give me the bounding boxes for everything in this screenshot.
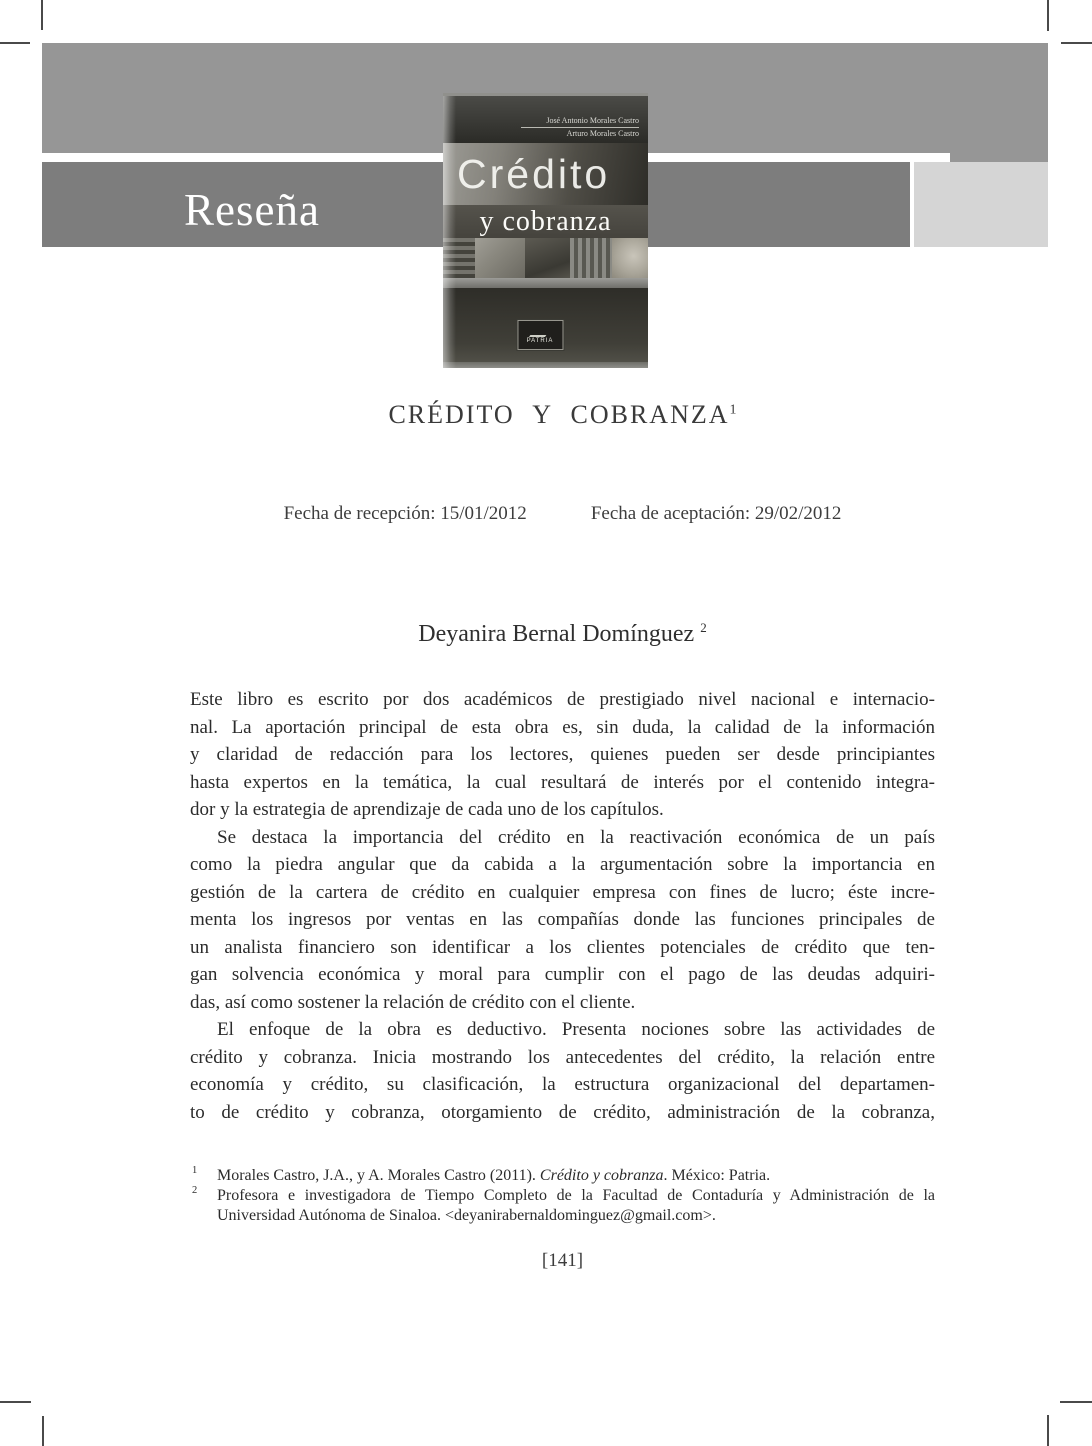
article-title	[190, 400, 935, 430]
crop-mark-top-left-horizontal	[0, 42, 30, 44]
page-number: [141]	[541, 1250, 584, 1271]
header-band-top-right-extension	[950, 43, 1048, 162]
cover-title: Crédito	[457, 150, 611, 197]
cover-spine	[443, 96, 456, 368]
author-name: Deyanira Bernal Domínguez	[418, 621, 695, 647]
book-cover	[443, 93, 648, 368]
crop-mark-bottom-right-vertical	[1047, 1415, 1049, 1446]
footnote-book-title: Crédito y cobranza	[539, 1167, 664, 1184]
body-line: to de crédito y cobranza, otorgamiento de crédito, administración de la cobranza,	[190, 1101, 935, 1123]
cover-photo-strip	[443, 238, 648, 278]
body-line: gestión de la cartera de crédito en cualquier empresa con fines de lucro; éste incre-	[190, 881, 935, 903]
body-line: y claridad de redacción para los lectores, quienes pueden ser desde principiantes	[190, 744, 935, 765]
crop-mark-top-right-vertical	[1047, 0, 1049, 31]
body-line: menta los ingresos por ventas en las compañías donde las funciones principales de	[190, 909, 935, 930]
header-accent-block	[914, 162, 1048, 247]
cover-author-bottom: Arturo Morales Castro	[566, 129, 639, 138]
body-line: como la piedra angular que da cabida a la argumentación sobre la importancia en	[190, 854, 935, 875]
body-line: hasta expertos en la temática, la cual resultará de interés por el contenido integra-	[190, 771, 935, 793]
banknote-face-photo	[612, 238, 648, 278]
footnote-text: Universidad Autónoma de Sinaloa. <deyanirabernaldominguez@gmail.com>.	[217, 1207, 716, 1224]
cover-page-edge-sheen	[443, 278, 648, 288]
cover-authors	[521, 116, 639, 139]
body-line: un analista financiero son identificar a los clientes potenciales de crédito que ten-	[190, 936, 935, 958]
publisher-logo	[517, 320, 563, 350]
crop-mark-top-right-horizontal	[1061, 42, 1092, 44]
footnotes	[190, 1166, 935, 1226]
date-accepted: Fecha de aceptación: 29/02/2012	[590, 503, 842, 524]
publisher-bird-icon	[528, 327, 551, 337]
cover-subtitle-band	[443, 205, 648, 238]
author-footnote-ref: 2	[700, 620, 707, 635]
crop-mark-bottom-right-horizontal	[1060, 1401, 1092, 1403]
article-title-text: CRÉDITO Y COBRANZA	[388, 400, 730, 429]
section-label: Reseña	[184, 184, 320, 235]
title-footnote-ref: 1	[729, 402, 737, 418]
cover-title-band	[443, 143, 648, 205]
footnote-marker: 2	[192, 1185, 198, 1196]
cover-bottom-edge	[443, 362, 648, 368]
cover-top-area	[443, 96, 648, 143]
buildings-photo	[570, 238, 612, 278]
body-line: Se destaca la importancia del crédito en la reactivación económica de un país	[217, 826, 935, 848]
body-line: Este libro es escrito por dos académicos de prestigiado nivel nacional e internacio-	[190, 689, 935, 710]
cover-subtitle: y cobranza	[479, 205, 612, 237]
body-line: crédito y cobranza. Inicia mostrando los antecedentes del crédito, la relación entre	[190, 1046, 935, 1068]
body-line: economía y crédito, su clasificación, la estructura organizacional del departamen-	[190, 1074, 935, 1095]
cover-author-top: José Antonio Morales Castro	[546, 116, 639, 125]
article-body	[190, 686, 935, 1126]
body-line: dor y la estrategia de aprendizaje de cada uno de los capítulos.	[190, 799, 664, 820]
body-line: gan solvencia económica y moral para cumplir con el pago de las deudas adquiri-	[190, 964, 935, 985]
body-line: nal. La aportación principal de esta obra es, sin duda, la calidad de la información	[190, 716, 935, 738]
crop-mark-bottom-left-horizontal	[0, 1401, 31, 1403]
footnote-text: Profesora e investigadora de Tiempo Completo de la Facultad de Contaduría y Administración de la	[217, 1187, 935, 1204]
body-line: das, así como sostener la relación de crédito con el cliente.	[190, 991, 636, 1013]
cover-bottom-area	[443, 288, 648, 362]
publisher-logo-label: PATRIA	[526, 337, 554, 344]
footnote-marker: 1	[192, 1165, 198, 1176]
date-received: Fecha de recepción: 15/01/2012	[283, 503, 527, 524]
dates-row	[190, 503, 935, 525]
footnote-text: Morales Castro, J.A., y A. Morales Castro (2011). Crédito y cobranza. México: Patria.	[217, 1167, 771, 1184]
footnote-item	[190, 1166, 935, 1186]
author-line	[190, 620, 935, 648]
cover-author-divider	[521, 127, 639, 128]
hand-money-photo	[525, 238, 570, 278]
body-line: El enfoque de la obra es deductivo. Presenta nociones sobre las actividades de	[217, 1019, 935, 1040]
calculator-photo	[475, 238, 525, 278]
crop-mark-bottom-left-vertical	[42, 1416, 44, 1446]
crop-mark-top-left-vertical	[41, 0, 43, 30]
footnote-item	[190, 1186, 935, 1226]
